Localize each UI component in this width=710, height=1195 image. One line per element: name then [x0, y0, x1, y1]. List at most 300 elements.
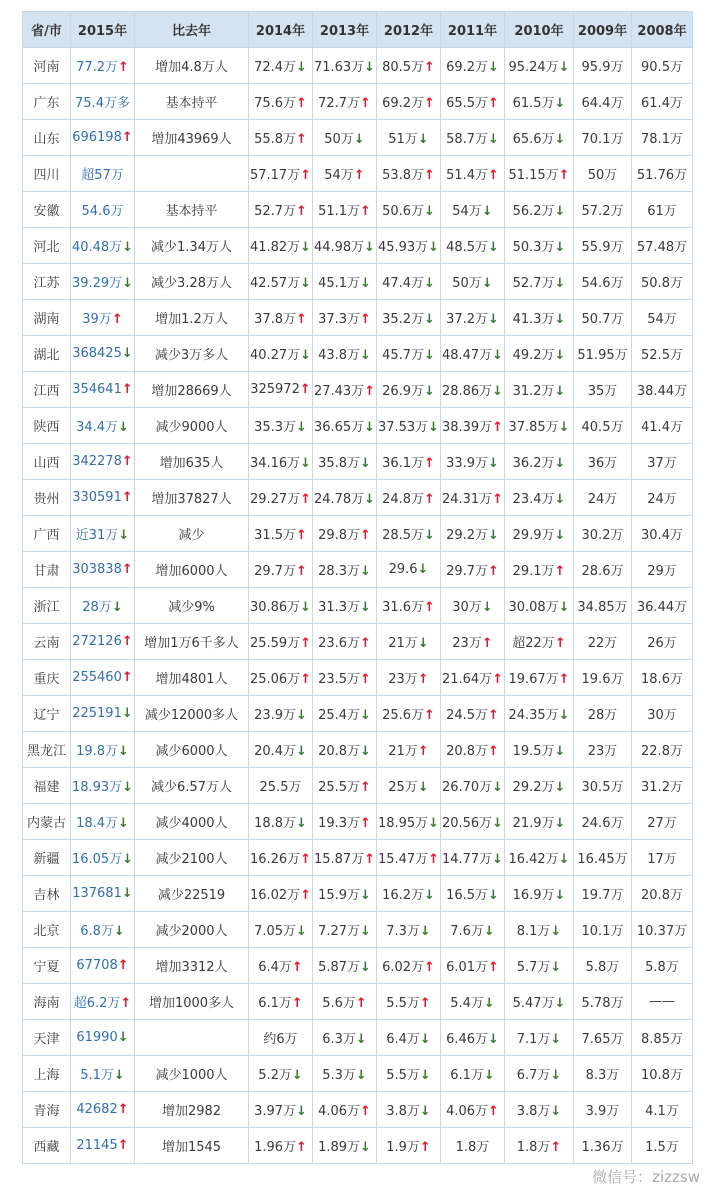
arrow-up-icon: ↑ — [121, 130, 133, 145]
province-cell: 陕西 — [23, 408, 71, 444]
value-cell: 57.2万 — [574, 192, 632, 228]
value-cell: 16.42万↓ — [505, 840, 574, 876]
arrow-up-icon: ↑ — [296, 132, 307, 147]
arrow-up-icon: ↑ — [488, 564, 499, 579]
value-cell: 42.57万↓ — [249, 264, 313, 300]
arrow-down-icon: ↓ — [118, 528, 130, 543]
province-cell: 辽宁 — [23, 696, 71, 732]
value-cell: 8.1万↓ — [505, 912, 574, 948]
arrow-down-icon: ↓ — [554, 276, 566, 291]
value-cell: 8.85万 — [632, 1020, 693, 1056]
value-cell: 4.06万↑ — [441, 1092, 505, 1128]
value-cell: 21.64万↑ — [441, 660, 505, 696]
value-cell: 5.2万↓ — [249, 1056, 313, 1092]
value-cell: 69.2万↑ — [377, 84, 441, 120]
province-cell: 黑龙江 — [23, 732, 71, 768]
table-row — [23, 84, 693, 120]
value-cell: 50万↓ — [441, 264, 505, 300]
value-cell: 36万 — [574, 444, 632, 480]
value-cell: 51.1万↑ — [313, 192, 377, 228]
change-cell — [135, 1020, 249, 1056]
arrow-down-icon: ↓ — [118, 420, 129, 435]
value-cell: 20.8万↓ — [313, 732, 377, 768]
value-cell: 28.3万↓ — [313, 552, 377, 588]
value-cell: 6.8万↓ — [71, 912, 135, 948]
arrow-up-icon: ↑ — [300, 888, 312, 903]
arrow-down-icon: ↓ — [483, 996, 495, 1011]
value-cell: 1.8万 — [441, 1128, 505, 1164]
value-cell: 21.9万↓ — [505, 804, 574, 840]
value-cell: 44.98万↓ — [313, 228, 377, 264]
arrow-down-icon: ↓ — [121, 706, 133, 721]
table-row — [23, 300, 693, 336]
value-cell: 72.4万↓ — [249, 48, 313, 84]
value-cell: 25.06万↑ — [249, 660, 313, 696]
value-cell: 6.4万↓ — [377, 1020, 441, 1056]
table-row — [23, 768, 693, 804]
province-cell: 甘肃 — [23, 552, 71, 588]
change-cell: 减少9% — [135, 588, 249, 624]
arrow-down-icon: ↓ — [291, 1068, 303, 1083]
arrow-down-icon: ↓ — [360, 348, 371, 363]
value-cell: 3.97万↓ — [249, 1092, 313, 1128]
value-cell: 7.65万 — [574, 1020, 632, 1056]
arrow-up-icon: ↑ — [360, 204, 371, 219]
change-cell: 减少22519 — [135, 876, 249, 912]
arrow-up-icon: ↑ — [364, 852, 376, 867]
change-cell: 减少6000人 — [135, 732, 249, 768]
arrow-down-icon: ↓ — [364, 492, 376, 507]
table-row — [23, 912, 693, 948]
change-cell: 增加1万6千多人 — [135, 624, 249, 660]
value-cell: 28.86万↓ — [441, 372, 505, 408]
value-cell: 51.15万↑ — [505, 156, 574, 192]
arrow-up-icon: ↑ — [300, 852, 312, 867]
table-row — [23, 408, 693, 444]
table-row — [23, 444, 693, 480]
value-cell: 28.5万↓ — [377, 516, 441, 552]
province-cell: 四川 — [23, 156, 71, 192]
value-cell: 19.8万↓ — [71, 732, 135, 768]
arrow-down-icon: ↓ — [360, 960, 371, 975]
arrow-down-icon: ↓ — [483, 1068, 495, 1083]
arrow-down-icon: ↓ — [360, 924, 371, 939]
value-cell: 8.3万 — [574, 1056, 632, 1092]
arrow-down-icon: ↓ — [554, 312, 566, 327]
arrow-down-icon: ↓ — [550, 1104, 562, 1119]
value-cell: 5.7万↓ — [505, 948, 574, 984]
arrow-up-icon: ↑ — [424, 168, 435, 183]
column-header: 2009年 — [574, 12, 632, 48]
table-body — [23, 48, 693, 1164]
arrow-down-icon: ↓ — [492, 384, 504, 399]
arrow-up-icon: ↑ — [488, 1104, 499, 1119]
table-row — [23, 156, 693, 192]
value-cell: 30万 — [632, 696, 693, 732]
arrow-down-icon: ↓ — [488, 1032, 499, 1047]
value-cell: 19.7万 — [574, 876, 632, 912]
table-row — [23, 1092, 693, 1128]
value-cell: 30.08万↓ — [505, 588, 574, 624]
arrow-down-icon: ↓ — [121, 346, 133, 361]
province-cell: 青海 — [23, 1092, 71, 1128]
value-cell: 61.5万↓ — [505, 84, 574, 120]
value-cell: 27.43万↑ — [313, 372, 377, 408]
arrow-down-icon: ↓ — [424, 348, 435, 363]
value-cell: 23.9万↓ — [249, 696, 313, 732]
arrow-up-icon: ↑ — [492, 672, 504, 687]
change-cell: 减少2100人 — [135, 840, 249, 876]
value-cell: 38.39万↑ — [441, 408, 505, 444]
value-cell: 6.1万↓ — [441, 1056, 505, 1092]
value-cell: 37万 — [632, 444, 693, 480]
arrow-up-icon: ↑ — [296, 1140, 307, 1155]
table-row — [23, 840, 693, 876]
value-cell: 28万↓ — [71, 588, 135, 624]
arrow-up-icon: ↑ — [360, 672, 371, 687]
value-cell: 45.7万↓ — [377, 336, 441, 372]
arrow-up-icon: ↑ — [121, 382, 133, 397]
value-cell: 6.46万↓ — [441, 1020, 505, 1056]
value-cell: 29.9万↓ — [505, 516, 574, 552]
arrow-up-icon: ↑ — [424, 492, 435, 507]
value-cell: 4.1万 — [632, 1092, 693, 1128]
value-cell: 696198↑ — [71, 120, 135, 156]
arrow-up-icon: ↑ — [360, 636, 371, 651]
arrow-down-icon: ↓ — [296, 924, 307, 939]
arrow-down-icon: ↓ — [296, 816, 307, 831]
value-cell: 1.36万 — [574, 1128, 632, 1164]
table-row — [23, 660, 693, 696]
value-cell: 25.59万↑ — [249, 624, 313, 660]
table-row — [23, 228, 693, 264]
value-cell: 28万 — [574, 696, 632, 732]
arrow-down-icon: ↓ — [554, 204, 566, 219]
value-cell: 37.3万↑ — [313, 300, 377, 336]
value-cell: 14.77万↓ — [441, 840, 505, 876]
value-cell: 16.02万↑ — [249, 876, 313, 912]
value-cell: 16.45万 — [574, 840, 632, 876]
arrow-up-icon: ↑ — [554, 636, 566, 651]
value-cell: 20.56万↓ — [441, 804, 505, 840]
arrow-down-icon: ↓ — [558, 852, 570, 867]
value-cell: 5.5万↓ — [377, 1056, 441, 1092]
arrow-up-icon: ↑ — [419, 996, 431, 1011]
value-cell: 75.4万多 — [71, 84, 135, 120]
arrow-down-icon: ↓ — [481, 276, 493, 291]
arrow-up-icon: ↑ — [360, 816, 371, 831]
value-cell: 18.6万 — [632, 660, 693, 696]
arrow-down-icon: ↓ — [554, 888, 566, 903]
arrow-up-icon: ↑ — [117, 958, 129, 973]
province-cell: 山西 — [23, 444, 71, 480]
value-cell: 34.85万 — [574, 588, 632, 624]
value-cell: 30.2万 — [574, 516, 632, 552]
arrow-down-icon: ↓ — [428, 240, 440, 255]
table-row — [23, 876, 693, 912]
column-header: 2011年 — [441, 12, 505, 48]
value-cell: 31.3万↓ — [313, 588, 377, 624]
arrow-down-icon: ↓ — [417, 780, 429, 795]
province-cell: 贵州 — [23, 480, 71, 516]
value-cell: 39万↑ — [71, 300, 135, 336]
value-cell: 70.1万 — [574, 120, 632, 156]
value-cell: 15.47万↑ — [377, 840, 441, 876]
value-cell: 26万 — [632, 624, 693, 660]
value-cell: 43.8万↓ — [313, 336, 377, 372]
arrow-up-icon: ↑ — [118, 60, 129, 75]
value-cell: 25.5万↑ — [313, 768, 377, 804]
value-cell: 225191↓ — [71, 696, 135, 732]
arrow-down-icon: ↓ — [113, 1068, 125, 1083]
value-cell: 超57万 — [71, 156, 135, 192]
value-cell: 15.87万↑ — [313, 840, 377, 876]
value-cell: 50万↓ — [313, 120, 377, 156]
arrow-down-icon: ↓ — [296, 1104, 307, 1119]
value-cell: 23万↑ — [377, 660, 441, 696]
change-cell: 基本持平 — [135, 84, 249, 120]
arrow-down-icon: ↓ — [300, 240, 312, 255]
value-cell: 51.4万↑ — [441, 156, 505, 192]
province-cell: 福建 — [23, 768, 71, 804]
arrow-up-icon: ↑ — [296, 564, 307, 579]
arrow-up-icon: ↑ — [488, 96, 499, 111]
arrow-down-icon: ↓ — [492, 780, 504, 795]
value-cell: 约6万 — [249, 1020, 313, 1056]
value-cell: 35万 — [574, 372, 632, 408]
value-cell: 52.5万 — [632, 336, 693, 372]
value-cell: 54万↑ — [313, 156, 377, 192]
province-cell: 湖南 — [23, 300, 71, 336]
value-cell: 24万 — [632, 480, 693, 516]
table-row — [23, 516, 693, 552]
table-row — [23, 372, 693, 408]
arrow-up-icon: ↑ — [300, 672, 312, 687]
arrow-down-icon: ↓ — [492, 852, 504, 867]
arrow-up-icon: ↑ — [291, 996, 303, 1011]
value-cell: 55.8万↑ — [249, 120, 313, 156]
value-cell: 30.5万 — [574, 768, 632, 804]
arrow-down-icon: ↓ — [300, 348, 312, 363]
value-cell: 5.4万↓ — [441, 984, 505, 1020]
arrow-up-icon: ↑ — [121, 670, 133, 685]
value-cell: 23.5万↑ — [313, 660, 377, 696]
value-cell: 57.48万 — [632, 228, 693, 264]
arrow-down-icon: ↓ — [300, 600, 312, 615]
arrow-down-icon: ↓ — [300, 276, 312, 291]
arrow-down-icon: ↓ — [360, 564, 371, 579]
arrow-down-icon: ↓ — [550, 924, 562, 939]
arrow-up-icon: ↑ — [550, 1140, 562, 1155]
change-cell: 增加43969人 — [135, 120, 249, 156]
table-row — [23, 48, 693, 84]
change-cell: 增加4801人 — [135, 660, 249, 696]
arrow-down-icon: ↓ — [424, 384, 435, 399]
province-cell: 安徽 — [23, 192, 71, 228]
value-cell: 超6.2万↑ — [71, 984, 135, 1020]
arrow-down-icon: ↓ — [554, 780, 566, 795]
value-cell: 1.9万↑ — [377, 1128, 441, 1164]
value-cell: 54万↓ — [441, 192, 505, 228]
arrow-down-icon: ↓ — [424, 312, 435, 327]
arrow-down-icon: ↓ — [428, 420, 440, 435]
province-cell: 西藏 — [23, 1128, 71, 1164]
arrow-down-icon: ↓ — [428, 816, 440, 831]
value-cell: 54万 — [632, 300, 693, 336]
value-cell: 10.8万 — [632, 1056, 693, 1092]
value-cell: 5.8万 — [632, 948, 693, 984]
value-cell: 55.9万 — [574, 228, 632, 264]
value-cell: 75.6万↑ — [249, 84, 313, 120]
arrow-down-icon: ↓ — [554, 96, 566, 111]
value-cell: 90.5万 — [632, 48, 693, 84]
table-row — [23, 804, 693, 840]
header-row — [23, 12, 693, 48]
value-cell: 21万↓ — [377, 624, 441, 660]
arrow-up-icon: ↑ — [424, 60, 435, 75]
value-cell: 6.1万↑ — [249, 984, 313, 1020]
change-cell: 减少6.57万人 — [135, 768, 249, 804]
value-cell: 28.6万 — [574, 552, 632, 588]
value-cell: 48.5万↓ — [441, 228, 505, 264]
change-cell: 减少2000人 — [135, 912, 249, 948]
value-cell: 368425↓ — [71, 336, 135, 372]
value-cell: 29.7万↑ — [441, 552, 505, 588]
arrow-up-icon: ↑ — [492, 492, 504, 507]
value-cell: 45.1万↓ — [313, 264, 377, 300]
value-cell: 19.3万↑ — [313, 804, 377, 840]
value-cell: 6.7万↓ — [505, 1056, 574, 1092]
value-cell: 77.2万↑ — [71, 48, 135, 84]
value-cell: 16.05万↓ — [71, 840, 135, 876]
value-cell: 51.95万 — [574, 336, 632, 372]
arrow-up-icon: ↑ — [111, 312, 123, 327]
arrow-down-icon: ↓ — [417, 562, 429, 577]
value-cell: 69.2万↓ — [441, 48, 505, 84]
arrow-down-icon: ↓ — [364, 420, 376, 435]
value-cell: 6.02万↑ — [377, 948, 441, 984]
arrow-up-icon: ↑ — [360, 1104, 371, 1119]
arrow-down-icon: ↓ — [554, 744, 566, 759]
value-cell: 18.8万↓ — [249, 804, 313, 840]
value-cell: 49.2万↓ — [505, 336, 574, 372]
arrow-up-icon: ↑ — [488, 960, 499, 975]
arrow-down-icon: ↓ — [417, 636, 429, 651]
arrow-up-icon: ↑ — [481, 636, 493, 651]
value-cell: 51万↓ — [377, 120, 441, 156]
value-cell: 34.4万↓ — [71, 408, 135, 444]
value-cell: 29.8万↑ — [313, 516, 377, 552]
arrow-up-icon: ↑ — [424, 96, 435, 111]
value-cell: 16.9万↓ — [505, 876, 574, 912]
change-cell: 增加2982 — [135, 1092, 249, 1128]
arrow-down-icon: ↓ — [122, 852, 134, 867]
arrow-up-icon: ↑ — [558, 168, 570, 183]
arrow-down-icon: ↓ — [122, 780, 134, 795]
arrow-down-icon: ↓ — [419, 1032, 431, 1047]
column-header: 2015年 — [71, 12, 135, 48]
arrow-down-icon: ↓ — [117, 1030, 129, 1045]
value-cell: 16.26万↑ — [249, 840, 313, 876]
change-cell: 减少1.34万人 — [135, 228, 249, 264]
province-cell: 广西 — [23, 516, 71, 552]
value-cell: 354641↑ — [71, 372, 135, 408]
province-cell: 海南 — [23, 984, 71, 1020]
province-cell: 湖北 — [23, 336, 71, 372]
arrow-down-icon: ↓ — [550, 1032, 562, 1047]
arrow-down-icon: ↓ — [488, 888, 499, 903]
value-cell: 7.05万↓ — [249, 912, 313, 948]
value-cell: 45.93万↓ — [377, 228, 441, 264]
arrow-down-icon: ↓ — [122, 240, 134, 255]
value-cell: 50.3万↓ — [505, 228, 574, 264]
value-cell: 21万↑ — [377, 732, 441, 768]
value-cell: 23.4万↓ — [505, 480, 574, 516]
value-cell: 37.85万↓ — [505, 408, 574, 444]
arrow-down-icon: ↓ — [296, 420, 307, 435]
value-cell: 23万 — [574, 732, 632, 768]
value-cell: 5.6万↑ — [313, 984, 377, 1020]
value-cell: 30.86万↓ — [249, 588, 313, 624]
arrow-up-icon: ↑ — [121, 634, 133, 649]
arrow-down-icon: ↓ — [360, 888, 371, 903]
arrow-up-icon: ↑ — [291, 960, 303, 975]
value-cell: 5.1万↓ — [71, 1056, 135, 1092]
value-cell: 39.29万↓ — [71, 264, 135, 300]
arrow-down-icon: ↓ — [488, 132, 499, 147]
value-cell: 41.3万↓ — [505, 300, 574, 336]
value-cell: 303838↑ — [71, 552, 135, 588]
value-cell: 35.8万↓ — [313, 444, 377, 480]
arrow-down-icon: ↓ — [419, 1104, 431, 1119]
change-cell: 增加37827人 — [135, 480, 249, 516]
value-cell: 36.44万 — [632, 588, 693, 624]
value-cell: 61.4万 — [632, 84, 693, 120]
value-cell: 3.9万 — [574, 1092, 632, 1128]
table-row — [23, 696, 693, 732]
value-cell: 7.6万↓ — [441, 912, 505, 948]
value-cell: 47.4万↓ — [377, 264, 441, 300]
value-cell: 50.7万 — [574, 300, 632, 336]
province-cell: 浙江 — [23, 588, 71, 624]
province-cell: 广东 — [23, 84, 71, 120]
value-cell: 34.16万↓ — [249, 444, 313, 480]
arrow-down-icon: ↓ — [483, 924, 495, 939]
arrow-up-icon: ↑ — [120, 996, 132, 1011]
value-cell: 24.6万 — [574, 804, 632, 840]
table-row — [23, 120, 693, 156]
value-cell: 95.9万 — [574, 48, 632, 84]
value-cell: 24.5万↑ — [441, 696, 505, 732]
arrow-up-icon: ↑ — [558, 672, 570, 687]
value-cell: 64.4万 — [574, 84, 632, 120]
value-cell: 72.7万↑ — [313, 84, 377, 120]
value-cell: 57.17万↑ — [249, 156, 313, 192]
arrow-up-icon: ↑ — [117, 1102, 129, 1117]
province-cell: 江苏 — [23, 264, 71, 300]
province-cell: 河南 — [23, 48, 71, 84]
arrow-down-icon: ↓ — [296, 60, 307, 75]
value-cell: 22万 — [574, 624, 632, 660]
arrow-up-icon: ↑ — [360, 96, 371, 111]
value-cell: 6.01万↑ — [441, 948, 505, 984]
value-cell: 6.3万↓ — [313, 1020, 377, 1056]
arrow-down-icon: ↓ — [488, 60, 499, 75]
gaokao-applicants-table — [22, 11, 693, 1164]
value-cell: 50.6万↓ — [377, 192, 441, 228]
value-cell: 6.4万↑ — [249, 948, 313, 984]
value-cell: 25.4万↓ — [313, 696, 377, 732]
